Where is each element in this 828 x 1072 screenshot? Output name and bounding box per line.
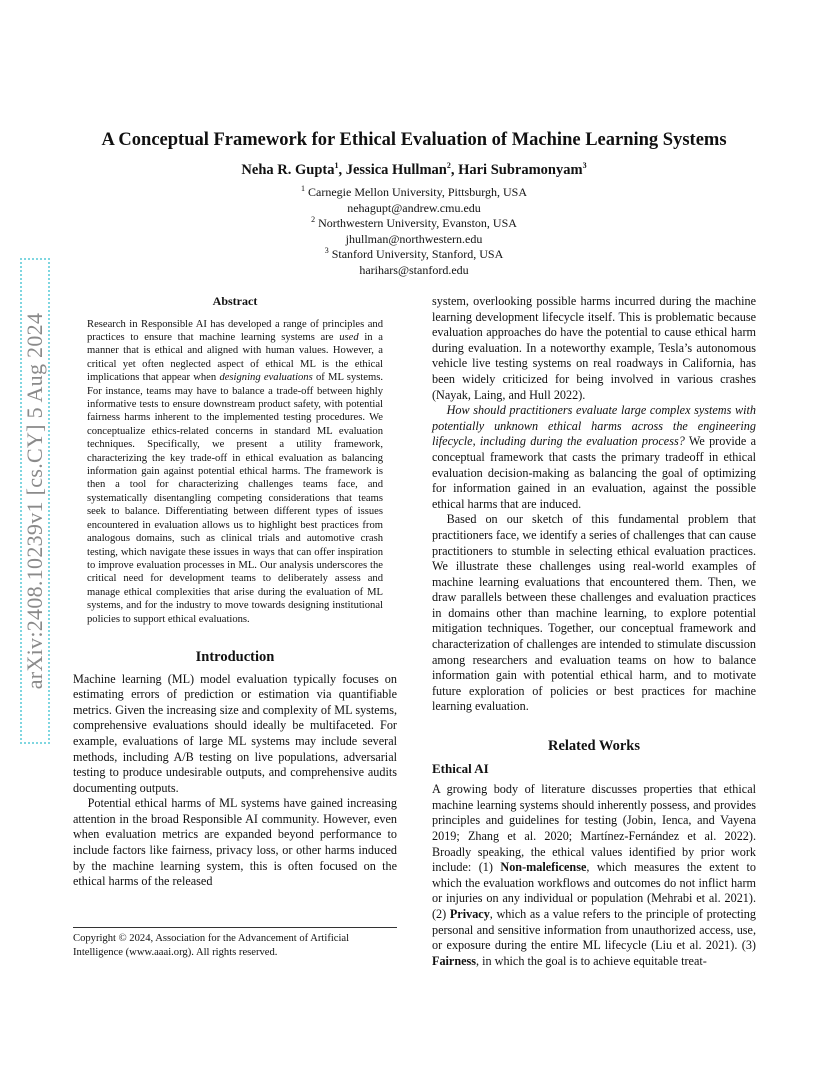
affiliation xyxy=(200,185,628,201)
copyright-note: Copyright © 2024, Association for the Advancement of Artificial Intelligence (www.aaai.org). All rights reserved. xyxy=(73,927,397,959)
arxiv-stamp xyxy=(20,258,50,744)
intro-paragraph: Machine learning (ML) model evaluation typically focuses on estimating errors of prediction or estimation via quantifiable metrics. Given the increasing size and complexity of ML systems, comprehensive evaluations should ideally be multifaceted. For example, evaluations of large ML systems may include several methods, including A/B testing on live populations, adversarial testing to produce undesirable outputs, and comprehensive audits documenting outputs. xyxy=(73,671,397,795)
intro-paragraph: Potential ethical harms of ML systems have gained increasing attention in the broad Responsible AI community. However, even when evaluation metrics are expanded beyond performance to include factors like fairness, privacy loss, or other harms induced by the machine learning system, this is often focused on the ethical harms of the released xyxy=(73,796,397,889)
related-text: , which as a value refers to the principle of protecting personal and sensitive information from unauthorized access, use, or exposure during the entire ML lifecycle (Liu et al. 2021). (3) xyxy=(432,906,756,953)
intro-text: We provide a conceptual framework that casts the primary tradeoff in ethical evaluation decision-making as balancing the goal of optimizing for information gained in an evaluation, against the possible ethical harms that are induced. xyxy=(432,434,756,511)
value-term: Non-maleficense xyxy=(500,860,587,875)
ethical-ai-subheading: Ethical AI xyxy=(432,760,489,776)
left-column xyxy=(73,294,397,890)
affiliation-email: harihars@stanford.edu xyxy=(359,262,469,277)
related-text: , in which the goal is to achieve equitable treat- xyxy=(476,953,707,968)
research-question: How should practitioners evaluate large complex systems with potentially unknown ethical harms across the engineering lifecycle, including during the evaluation process? xyxy=(432,403,756,449)
related-works-paragraph xyxy=(432,782,756,969)
affiliation-institution: Stanford University, Stanford, USA xyxy=(331,247,504,261)
introduction-heading: Introduction xyxy=(195,648,275,665)
affiliation-institution: Carnegie Mellon University, Pittsburgh, USA xyxy=(308,185,527,199)
affiliation-mark: 3 xyxy=(324,246,329,255)
related-text: , which measures the extent to which the evaluation workflows and outcomes do not inflict harm or injuries on any individual or population (Mehrabi et al. 2021). (2) xyxy=(432,860,756,921)
author-list: Neha R. Gupta$^1$, Jessica Hullman$^2$, Hari Subramonyam$^3$ xyxy=(241,161,587,178)
abstract-text: Research in Responsible AI has developed a range of principles and practices to ensure that machine learning systems are xyxy=(87,318,383,343)
related-text: A growing body of literature discusses properties that ethical machine learning systems should inherently possess, and provides principles and guidelines for testing (Jobin, Ienca, and Vayena 2019; Zhang et al. 2020; Martínez-Fernández et al. 2022). Broadly speaking, the ethical values identified by prior work include: (1) xyxy=(432,782,756,875)
intro-paragraph-continued: system, overlooking possible harms incurred during the machine learning development lifecycle itself. This is problematic because evaluation approaches do have the potential to cause ethical harm during evaluation. In a noteworthy example, Tesla’s autonomous vehicle live testing systems on real roadways in California, has been widely criticized for being involved in various crashes (Nayak, Laing, and Hull 2022). xyxy=(432,294,756,402)
author-mark: 1 xyxy=(334,161,339,171)
affiliation xyxy=(200,216,628,232)
value-term: Fairness xyxy=(432,953,477,968)
abstract-emphasis: designing evaluations xyxy=(219,372,313,384)
abstract-text: in a manner that is ethical and aligned with human values. However, a critical yet often neglected aspect of ethical ML is the ethical implications that appear when xyxy=(87,332,383,384)
abstract-emphasis: used xyxy=(339,332,359,343)
affiliation-mark: 1 xyxy=(301,184,305,193)
author-name: Hari Subramonyam xyxy=(458,162,583,178)
affiliations xyxy=(200,185,628,278)
paper-title: A Conceptual Framework for Ethical Evaluation of Machine Learning Systems xyxy=(101,130,727,150)
affiliation-email: jhullman@northwestern.edu xyxy=(345,231,483,246)
related-works-heading: Related Works xyxy=(548,738,640,755)
intro-paragraph xyxy=(432,403,756,512)
intro-paragraph: Based on our sketch of this fundamental problem that practitioners face, we identify a series of challenges that can cause practitioners to stumble in selecting ethical evaluation practices. We illustrate these challenges using real-world examples of machine learning evaluations that encountered them. Then, we draw parallels between these challenges and evaluation practices in domains other than machine learning, to explore potential mitigation techniques. Together, our conceptual framework and characterization of challenges are intended to stimulate discussion among researchers and evaluation teams on how to balance information gain with potential ethical harm, and to motivate future exploration of policies or best practices for machine learning evaluation. xyxy=(432,512,756,714)
abstract-body xyxy=(87,318,383,626)
right-column xyxy=(432,294,756,969)
affiliation-email: nehagupt@andrew.cmu.edu xyxy=(347,200,481,215)
affiliation xyxy=(200,247,628,263)
author-name: Neha R. Gupta xyxy=(241,162,335,178)
author-name: Jessica Hullman xyxy=(345,162,447,178)
abstract-text: of ML systems. For instance, teams may have to balance a trade-off between highly informative tests to ensure downstream product safety, with potential fairness harms inherent to the implemented testing procedures. We conceptualize ethics-related concerns in standard ML evaluation techniques. Specifically, we present a utility framework, characterizing the key trade-off in ethical evaluation as balancing information gain against potential ethical harms. The framework is then a tool for characterizing challenges teams face, and systematically disentangling competing considerations that teams seek to balance. Differentiating between different types of issues encountered in evaluation allows us to highlight best practices from analogous domains, such as clinical trials and automotive crash testing, which navigate these issues in ways that can offer inspiration to improve evaluation processes in ML. Our analysis underscores the critical need for development teams to deliberately assess and manage ethical complexities that arise during the evaluation of ML systems, and for the industry to move towards designing institutional policies to support ethical evaluations. xyxy=(87,372,384,625)
abstract-heading: Abstract xyxy=(212,294,258,308)
arxiv-id: arXiv:2408.10239v1 [cs.CY] 5 Aug 2024 xyxy=(22,312,47,690)
author-mark: 2 xyxy=(446,161,451,171)
value-term: Privacy xyxy=(449,906,490,921)
affiliation-mark: 2 xyxy=(311,215,316,224)
author-mark: 3 xyxy=(582,161,587,171)
affiliation-institution: Northwestern University, Evanston, USA xyxy=(318,216,517,230)
